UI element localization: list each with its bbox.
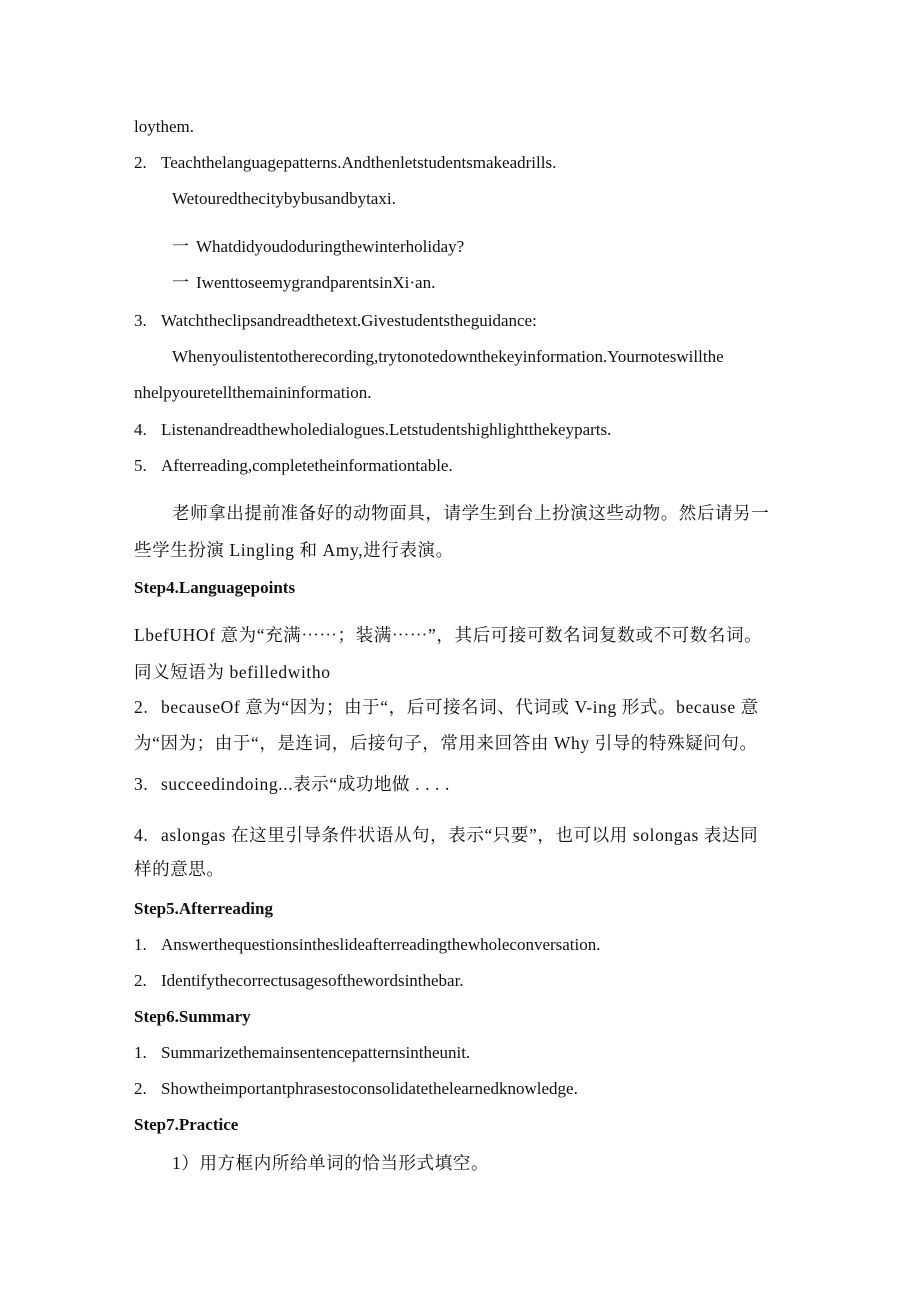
list-item xyxy=(134,310,537,332)
list-number: 4. xyxy=(134,420,147,439)
language-point-line xyxy=(134,696,759,718)
list-item xyxy=(134,970,464,992)
practice-instruction: 1）用方框内所给单词的恰当形式填空。 xyxy=(172,1153,490,1173)
list-number: 3. xyxy=(134,774,149,794)
list-text: Listenandreadthewholedialogues.Letstudentshighlightthekeyparts. xyxy=(161,420,612,439)
language-point-text: succeedindoing...表示“成功地做 . . . . xyxy=(161,774,450,794)
list-item xyxy=(134,152,556,174)
language-point-line: 同义短语为 befilledwitho xyxy=(134,662,331,682)
list-text: Teachthelanguagepatterns.Andthenletstudentsmakeadrills. xyxy=(161,153,557,172)
section-heading: Step7.Practice xyxy=(134,1115,239,1134)
list-item xyxy=(134,419,611,441)
language-point-line xyxy=(134,824,758,846)
chinese-paragraph-line: 老师拿出提前准备好的动物面具，请学生到台上扮演这些动物。然后请另一 xyxy=(172,503,770,523)
list-item xyxy=(134,455,453,477)
language-point-text: aslongas 在这里引导条件状语从句，表示“只要”，也可以用 solongas 表达同 xyxy=(161,825,759,845)
dialogue-text: IwenttoseemygrandparentsinXi·an. xyxy=(196,273,436,292)
list-number: 1. xyxy=(134,1043,147,1062)
list-number: 2. xyxy=(134,1079,147,1098)
list-number: 5. xyxy=(134,456,147,475)
language-point-line: 样的意思。 xyxy=(134,859,225,879)
list-number: 3. xyxy=(134,311,147,330)
list-number: 2. xyxy=(134,697,149,717)
language-point-line xyxy=(134,773,450,795)
list-text: Showtheimportantphrasestoconsolidatethelearnedknowledge. xyxy=(161,1079,578,1098)
language-point-line: LbefUHOf 意为“充满⋯⋯；装满⋯⋯”，其后可接可数名词复数或不可数名词。 xyxy=(134,625,763,645)
dialogue-line xyxy=(172,272,435,294)
chinese-paragraph-line: 些学生扮演 Lingling 和 Amy,进行表演。 xyxy=(134,540,454,560)
list-text: Summarizethemainsentencepatternsintheunit. xyxy=(161,1043,471,1062)
list-number: 2. xyxy=(134,971,147,990)
dialogue-line xyxy=(172,236,464,258)
list-item xyxy=(134,934,601,956)
section-heading: Step5.Afterreading xyxy=(134,899,273,918)
guidance-line: nhelpyouretellthemaininformation. xyxy=(134,383,372,402)
list-number: 4. xyxy=(134,825,149,845)
guidance-line: Whenyoulistentotherecording,trytonotedownthekeyinformation.Yournoteswillthe xyxy=(172,347,724,366)
list-text: Identifythecorrectusagesofthewordsinthebar. xyxy=(161,971,464,990)
language-point-text: becauseOf 意为“因为；由于“，后可接名词、代词或 V-ing 形式。because 意 xyxy=(161,697,759,717)
list-text: Answerthequestionsintheslideafterreadingthewholeconversation. xyxy=(161,935,601,954)
example-sentence: Wetouredthecitybybusandbytaxi. xyxy=(172,189,396,208)
list-item xyxy=(134,1078,578,1100)
dash-marker: 一 xyxy=(172,273,189,292)
dialogue-text: Whatdidyoudoduringthewinterholiday? xyxy=(196,237,465,256)
section-heading: Step6.Summary xyxy=(134,1007,251,1026)
list-text: Afterreading,completetheinformationtable. xyxy=(161,456,453,475)
list-item xyxy=(134,1042,470,1064)
dash-marker: 一 xyxy=(172,237,189,256)
language-point-line: 为“因为；由于“，是连词，后接句子，常用来回答由 Why 引导的特殊疑问句。 xyxy=(134,733,758,753)
list-text: Watchtheclipsandreadthetext.Givestudentstheguidance: xyxy=(161,311,537,330)
section-heading: Step4.Languagepoints xyxy=(134,578,296,597)
list-number: 2. xyxy=(134,153,147,172)
list-number: 1. xyxy=(134,935,147,954)
text-line: loythem. xyxy=(134,117,194,136)
